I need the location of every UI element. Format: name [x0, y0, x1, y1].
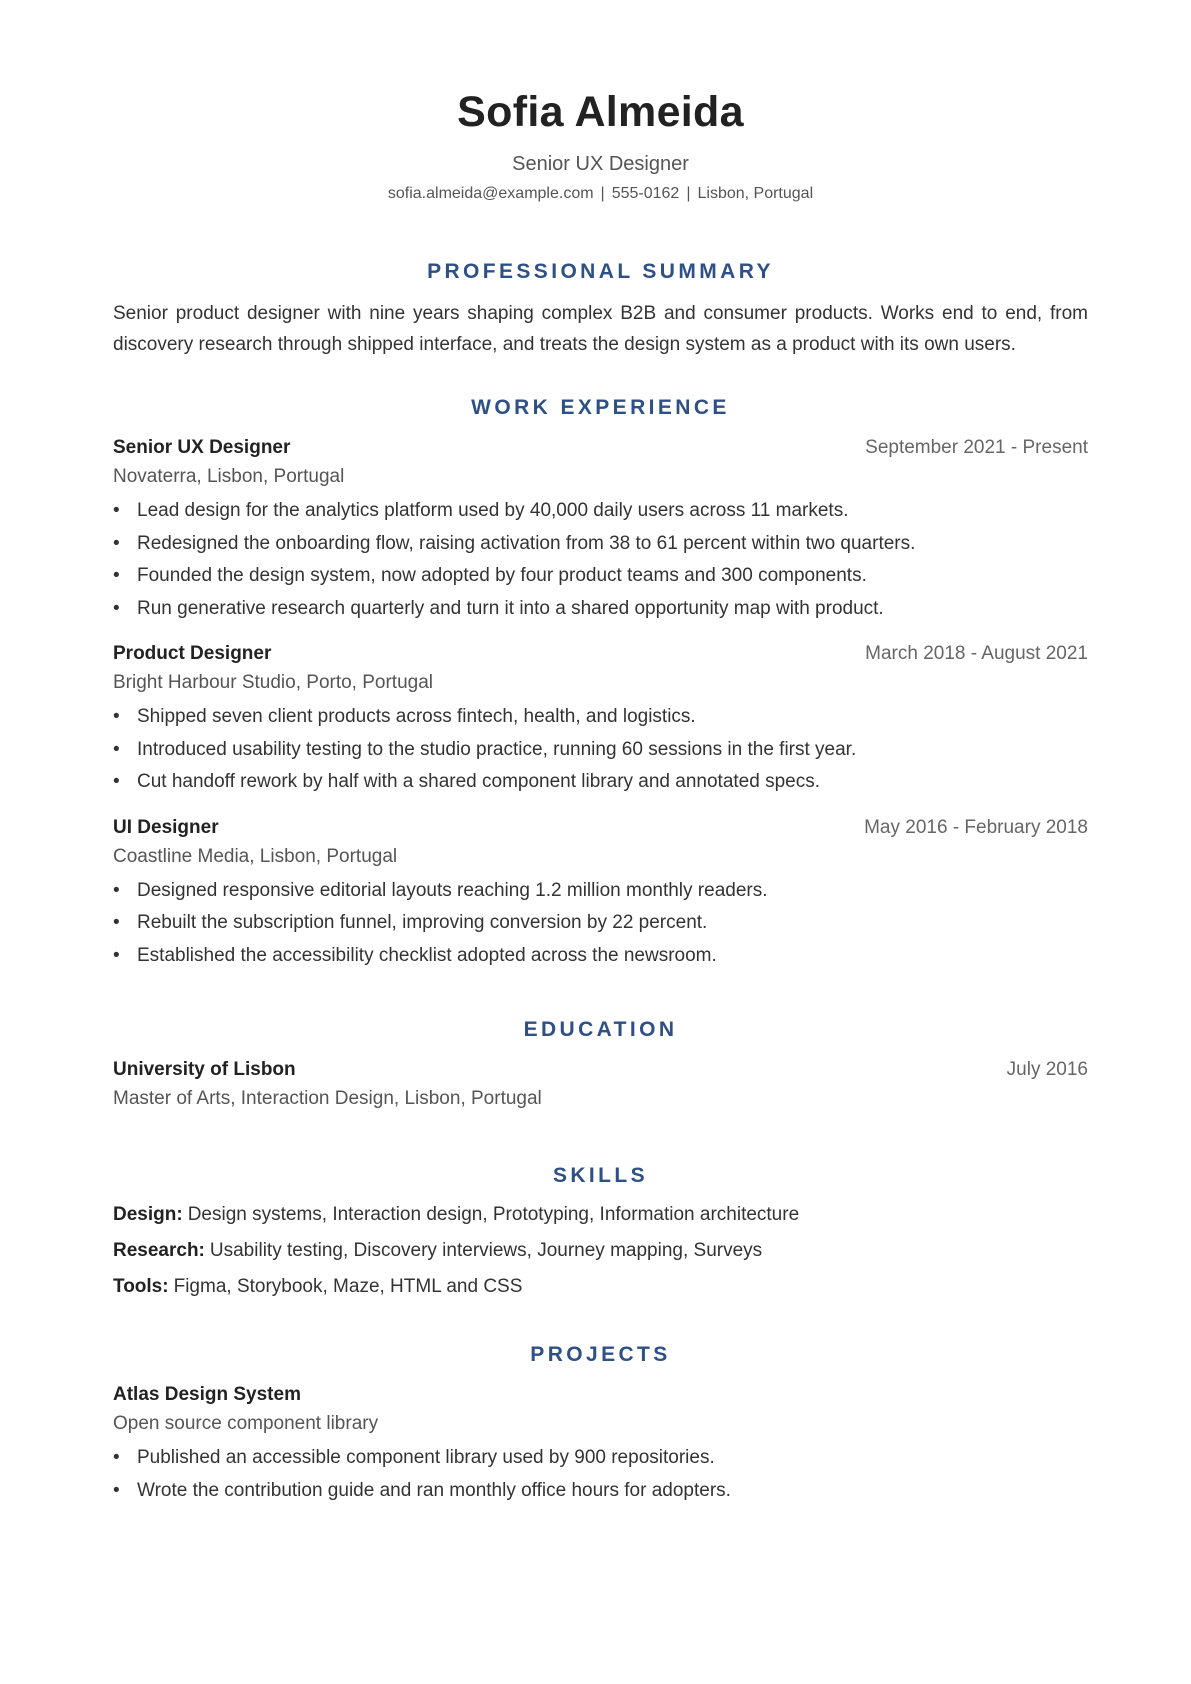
job-dates: March 2018 - August 2021 [865, 643, 1088, 664]
job-company: Novaterra, Lisbon, Portugal [113, 466, 345, 487]
skill-value: Design systems, Interaction design, Prototyping, Information architecture [187, 1204, 800, 1225]
education-section [113, 1017, 1088, 1111]
contact-location: Lisbon, Portugal [697, 185, 814, 202]
candidate-name: Sofia Almeida [457, 88, 744, 136]
job-bullets [113, 875, 1088, 973]
job-header [113, 436, 1088, 460]
job-entry [113, 642, 1088, 799]
skills-section [113, 1163, 1088, 1299]
contact-separator: | [600, 185, 605, 202]
bullet-item: • Shipped seven client products across fintech, health, and logistics. [113, 701, 1088, 734]
job-dates: May 2016 - February 2018 [864, 816, 1088, 838]
resume-header [113, 0, 1088, 204]
education-header [113, 1058, 1088, 1082]
skill-value: Usability testing, Discovery interviews, Journey mapping, Surveys [209, 1240, 763, 1261]
bullet-item: • Established the accessibility checklist adopted across the newsroom. [113, 940, 1088, 973]
education-entry [113, 1058, 1088, 1111]
skill-label: Research: [113, 1240, 205, 1261]
degree: Master of Arts, Interaction Design, Lisbon, Portugal [113, 1088, 542, 1109]
graduation-date: July 2016 [1006, 1059, 1088, 1080]
section-heading-experience: WORK EXPERIENCE [471, 396, 730, 419]
job-title: Product Designer [113, 643, 272, 664]
bullet-item: • Wrote the contribution guide and ran monthly office hours for adopters. [113, 1475, 1088, 1508]
contact-phone[interactable]: 555-0162 [611, 185, 680, 202]
section-heading-projects: PROJECTS [530, 1343, 671, 1366]
bullet-item: • Run generative research quarterly and turn it into a shared opportunity map with product. [113, 593, 1088, 626]
bullet-item: • Founded the design system, now adopted by four product teams and 300 components. [113, 560, 1088, 593]
summary-section [113, 259, 1088, 360]
bullet-item: • Published an accessible component library used by 900 repositories. [113, 1442, 1088, 1475]
project-bullets [113, 1442, 1088, 1507]
bullet-item: • Designed responsive editorial layouts reaching 1.2 million monthly readers. [113, 875, 1088, 908]
bullet-item: • Rebuilt the subscription funnel, improving conversion by 22 percent. [113, 907, 1088, 940]
contact-separator: | [686, 185, 691, 202]
summary-text: Senior product designer with nine years shaping complex B2B and consumer products. Works end to end, from discovery research through shipped interface, and treats the design system as a product with its own users. [113, 303, 1088, 355]
section-heading-skills: SKILLS [552, 1164, 649, 1187]
skill-row-research [113, 1239, 1088, 1263]
project-title: Atlas Design System [113, 1384, 301, 1405]
job-dates: September 2021 - Present [865, 437, 1088, 458]
resume-page [113, 0, 1088, 1507]
bullet-item: • Cut handoff rework by half with a shared component library and annotated specs. [113, 766, 1088, 799]
job-company: Coastline Media, Lisbon, Portugal [113, 845, 398, 867]
candidate-title: Senior UX Designer [512, 153, 689, 175]
job-title: Senior UX Designer [113, 437, 291, 458]
job-title: UI Designer [113, 816, 219, 838]
bullet-item: • Redesigned the onboarding flow, raising activation from 38 to 61 percent within two quarters. [113, 528, 1088, 561]
section-heading-summary: PROFESSIONAL SUMMARY [427, 260, 774, 283]
bullet-item: • Lead design for the analytics platform used by 40,000 daily users across 11 markets. [113, 495, 1088, 528]
job-company: Bright Harbour Studio, Porto, Portugal [113, 672, 434, 693]
job-entry [113, 816, 1088, 973]
skill-value: Figma, Storybook, Maze, HTML and CSS [173, 1276, 523, 1297]
skill-label: Tools: [113, 1276, 169, 1297]
bullet-item: • Introduced usability testing to the studio practice, running 60 sessions in the first year. [113, 734, 1088, 767]
skills-list [113, 1203, 1088, 1299]
job-entry [113, 436, 1088, 625]
job-bullets [113, 495, 1088, 625]
skill-label: Design: [113, 1204, 183, 1225]
section-heading-education: EDUCATION [523, 1018, 678, 1041]
projects-section [113, 1342, 1088, 1507]
contact-line [113, 184, 1088, 204]
school-name: University of Lisbon [113, 1059, 296, 1080]
job-header [113, 816, 1088, 840]
job-bullets [113, 701, 1088, 799]
project-subtitle: Open source component library [113, 1413, 379, 1434]
experience-section [113, 395, 1088, 972]
skill-row-design [113, 1203, 1088, 1227]
project-entry [113, 1383, 1088, 1507]
skill-row-tools [113, 1275, 1088, 1299]
contact-email[interactable]: sofia.almeida@example.com [387, 185, 594, 202]
project-header [113, 1383, 1088, 1407]
job-header [113, 642, 1088, 666]
